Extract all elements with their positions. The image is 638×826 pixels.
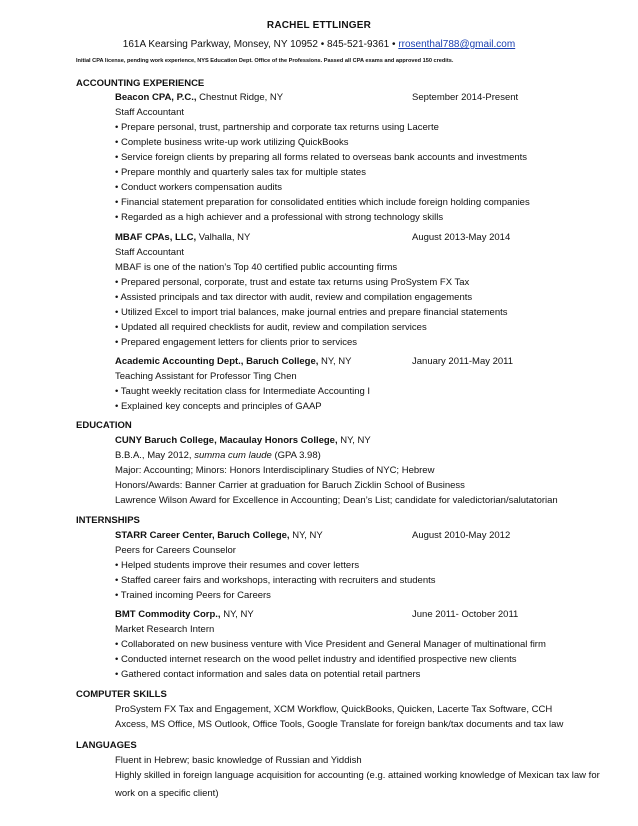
school-name: CUNY Baruch College, Macaulay Honors College, NY, NY [115, 435, 371, 446]
job-bullet: • Utilized Excel to import trial balances, make journal entries and prepare financial statements [115, 307, 508, 318]
job-bullet: • Staffed career fairs and workshops, interacting with recruiters and students [115, 575, 436, 586]
education-line: Major: Accounting; Minors: Honors Interdisciplinary Studies of NYC; Hebrew [115, 465, 435, 476]
job-bullet: • Prepared engagement letters for clients prior to services [115, 337, 357, 348]
job-bullet: • Service foreign clients by preparing all forms related to overseas bank accounts and investments [115, 152, 528, 163]
job-dates: August 2013-May 2014 [412, 232, 511, 243]
job-title: Staff Accountant [115, 107, 185, 118]
education-line: Honors/Awards: Banner Carrier at graduation for Baruch Zicklin School of Business [115, 480, 465, 491]
job-dates: August 2010-May 2012 [412, 530, 511, 541]
job-bullet: • Conducted internet research on the wood pellet industry and identified prospective new clients [115, 654, 517, 665]
job-title: Peers for Careers Counselor [115, 545, 236, 556]
job-dates: September 2014-Present [412, 92, 519, 103]
section-heading-education: EDUCATION [76, 420, 132, 431]
job-org: Academic Accounting Dept., Baruch College, NY, NY [115, 356, 352, 367]
job-org: STARR Career Center, Baruch College, NY, NY [115, 530, 323, 541]
section-heading-internships: INTERNSHIPS [76, 515, 140, 526]
degree-line: B.B.A., May 2012, summa cum laude (GPA 3.98) [115, 450, 321, 461]
license-note: Initial CPA license, pending work experience, NYS Education Dept. Office of the Professions. Passed all CPA exams and approved 150 credits. [76, 58, 454, 64]
job-title: Staff Accountant [115, 247, 185, 258]
job-bullet: • Collaborated on new business venture with Vice President and General Manager of multinational firm [115, 639, 546, 650]
job-bullet: • Prepare monthly and quarterly sales tax for multiple states [115, 167, 366, 178]
section-heading-accounting: ACCOUNTING EXPERIENCE [76, 78, 205, 89]
job-bullet: • Prepare personal, trust, partnership and corporate tax returns using Lacerte [115, 122, 439, 133]
job-bullet: • Updated all required checklists for audit, review and compilation services [115, 322, 427, 333]
languages-line: Fluent in Hebrew; basic knowledge of Russian and Yiddish [115, 755, 362, 766]
job-bullet: • Trained incoming Peers for Careers [115, 590, 271, 601]
job-bullet: • Prepared personal, corporate, trust and estate tax returns using ProSystem FX Tax [115, 277, 470, 288]
job-bullet: • Helped students improve their resumes and cover letters [115, 560, 360, 571]
section-heading-languages: LANGUAGES [76, 740, 137, 751]
job-bullet: • Regarded as a high achiever and a professional with strong technology skills [115, 212, 444, 223]
job-title: Market Research Intern [115, 624, 215, 635]
job-bullet: • Explained key concepts and principles of GAAP [115, 401, 322, 412]
skills-line: Axcess, MS Office, MS Outlook, Office Tools, Google Translate for foreign bank/tax documents and tax law [115, 719, 564, 730]
job-org: Beacon CPA, P.C., Chestnut Ridge, NY [115, 92, 284, 103]
job-dates: June 2011- October 2011 [412, 609, 519, 620]
contact-line [0, 39, 638, 50]
job-org: MBAF CPAs, LLC, Valhalla, NY [115, 232, 251, 243]
job-description: MBAF is one of the nation’s Top 40 certified public accounting firms [115, 262, 398, 273]
address-phone: 161A Kearsing Parkway, Monsey, NY 10952 • 845-521-9361 • [122, 39, 399, 50]
section-heading-skills: COMPUTER SKILLS [76, 689, 167, 700]
job-bullet: • Conduct workers compensation audits [115, 182, 283, 193]
job-bullet: • Taught weekly recitation class for Intermediate Accounting I [115, 386, 371, 397]
email-link[interactable]: rrosenthal788@gmail.com [398, 39, 516, 50]
job-bullet: • Financial statement preparation for consolidated entities which include foreign holding companies [115, 197, 530, 208]
job-bullet: • Assisted principals and tax director with audit, review and compilation engagements [115, 292, 473, 303]
job-title: Teaching Assistant for Professor Ting Chen [115, 371, 297, 382]
skills-line: ProSystem FX Tax and Engagement, XCM Workflow, QuickBooks, Quicken, Lacerte Tax Software, CCH [115, 704, 553, 715]
job-dates: January 2011-May 2011 [412, 356, 514, 367]
job-org: BMT Commodity Corp., NY, NY [115, 609, 254, 620]
languages-line: Highly skilled in foreign language acquisition for accounting (e.g. attained working knowledge of Mexican tax law for work on a specific client) [115, 770, 600, 799]
job-bullet: • Gathered contact information and sales data on potential retail partners [115, 669, 421, 680]
education-line: Lawrence Wilson Award for Excellence in Accounting; Dean’s List; candidate for valedictorian/salutatorian [115, 495, 558, 506]
candidate-name: RACHEL ETTLINGER [266, 20, 372, 31]
job-bullet: • Complete business write-up work utilizing QuickBooks [115, 137, 349, 148]
